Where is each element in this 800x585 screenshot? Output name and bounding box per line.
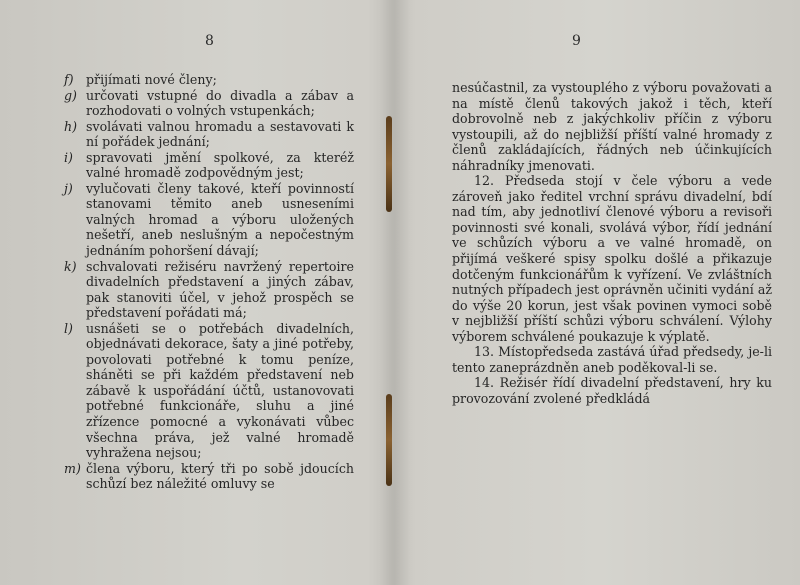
item-marker: l) (64, 320, 73, 336)
item-text: člena výboru, který tři po sobě jdoucích schůzí bez náležité omluvy se (86, 460, 354, 492)
left-page-text (64, 72, 354, 492)
item-marker: g) (64, 87, 77, 103)
list-item-j (64, 181, 354, 259)
list-item-g (64, 88, 354, 119)
paragraph-12: 12. Předseda stojí v čele výboru a vede zároveň jako ředitel vrchní správu divadelní, bdí nad tím, aby jednotliví členové výboru a revisoři povinnosti své konali, svolává výbor, řídí jednání ve schůzích výboru a ve valné hromadě, on přijímá veškeré spisy spolku došlé a přikazuje dotčeným funkcionářům k vyřízení. Ve zvláštních nutných případech jest oprávněn učiniti vydání až do výše 20 korun, jest však povinen vymoci sobě v nejbližší příští schůzi výboru schválení. Výlohy výborem schválené poukazuje k výplatě. (452, 173, 772, 344)
right-page-text (452, 80, 772, 406)
item-text: určovati vstupné do divadla a zábav a rozhodovati o volných vstupenkách; (86, 87, 354, 119)
item-marker: k) (64, 258, 77, 274)
paragraph-14: 14. Režisér řídí divadelní představení, hry ku provozování zvolené předkládá (452, 375, 772, 406)
item-marker: j) (64, 180, 73, 196)
item-text: usnášeti se o potřebách divadelních, objednávati dekorace, šaty a jiné potřeby, povolovati potřebné k tomu peníze, sháněti se při každém představení neb zábavě k uspořádání účtů, ustanovovati potřebné funkcionáře, sluhu a jiné zřízence pomocné a vykonávati vůbec všechna práva, jež valné hromadě vyhražena nejsou; (86, 320, 354, 461)
item-marker: m) (64, 460, 81, 476)
item-text: spravovati jmění spolkové, za kteréž valné hromadě zodpovědným jest; (86, 149, 354, 181)
list-item-k (64, 259, 354, 321)
item-text: vylučovati členy takové, kteří povinností stanovami těmito aneb usneseními valných hromad a výboru uložených nešetří, aneb neslušným a nepočestným jednáním pohoršení dávají; (86, 180, 354, 259)
item-marker: h) (64, 118, 78, 134)
item-text: svolávati valnou hromadu a sestavovati k ní pořádek jednání; (86, 118, 354, 150)
list-item-m (64, 461, 354, 492)
item-text: schvalovati režiséru navržený repertoire divadelních představení a jiných zábav, pak stanoviti účel, v jehož prospěch se představení pořádati má; (86, 258, 354, 321)
list-item-h (64, 119, 354, 150)
paragraph-continuation: nesúčastnil, za vystouplého z výboru považovati a na místě členů takových jakož i těch, kteří dobrovolně neb z jakýchkoliv příčin z výboru vystoupili, až do nejbližší příští valné hromady z členů zakládajících, řádných neb účinkujících náhradníky jmenovati. (452, 80, 772, 173)
list-item-l (64, 321, 354, 461)
list-item-f (64, 72, 354, 88)
item-marker: f) (64, 72, 74, 87)
paragraph-13: 13. Místopředseda zastává úřad předsedy, je-li tento zaneprázdněn aneb poděkoval-li se. (452, 344, 772, 375)
item-marker: i) (64, 149, 73, 165)
list-item-i (64, 150, 354, 181)
item-text: přijímati nové členy; (86, 72, 217, 87)
left-page (0, 0, 390, 585)
page-number-left: 8 (205, 33, 214, 49)
right-page (410, 0, 800, 585)
page-number-right: 9 (572, 33, 581, 49)
